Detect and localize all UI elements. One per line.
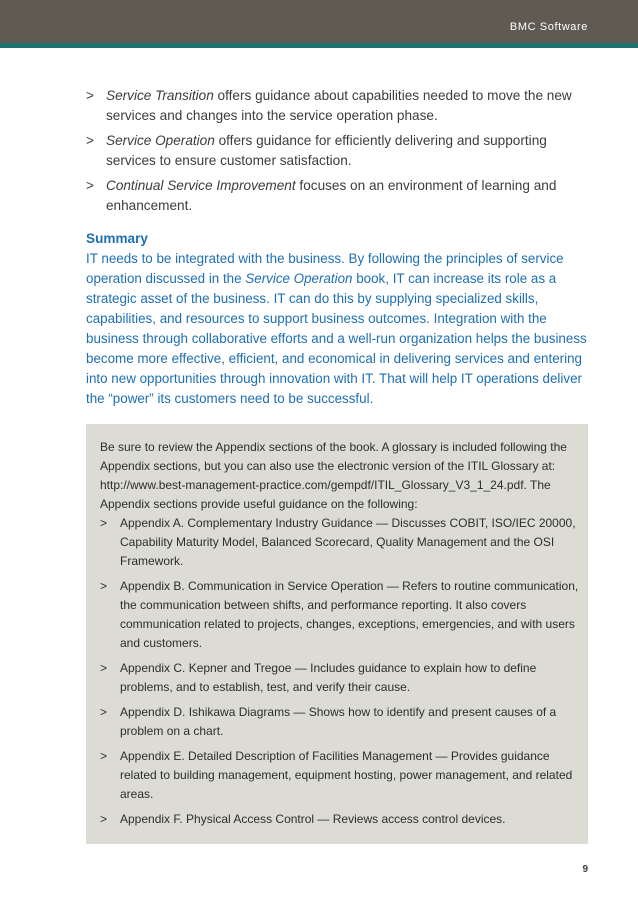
list-item — [100, 810, 580, 829]
appendix-item-text: Appendix C. Kepner and Tregoe — Includes guidance to explain how to define problems, and to establish, test, and verify their cause. — [120, 661, 537, 694]
list-item — [86, 86, 596, 126]
summary-heading: Summary — [86, 231, 148, 246]
appendix-item-text: Appendix F. Physical Access Control — Reviews access control devices. — [120, 812, 506, 826]
bullet-marker: > — [100, 661, 108, 675]
note-intro: Be sure to review the Appendix sections of the book. A glossary is included following the Appendix sections, but you can also use the electronic version of the ITIL Glossary at: http://www.best-management-practice.com/gempdf/ITIL_Glossary_V3_1_24.pdf. The Appendix sections provide useful guidance on the following: — [100, 440, 567, 511]
appendix-item-text: Appendix A. Complementary Industry Guidance — Discusses COBIT, ISO/IEC 20000, Capability Maturity Model, Balanced Scorecard, Quality Management and the OSI Framework. — [120, 516, 576, 568]
appendix-list — [100, 514, 580, 835]
appendix-note-box — [86, 424, 588, 844]
list-item — [86, 131, 596, 171]
list-item — [100, 747, 580, 804]
appendix-item-text: Appendix B. Communication in Service Operation — Refers to routine communication, the communication between shifts, and performance reporting. It also covers communication related to projects, changes, exceptions, emergencies, and with users and customers. — [120, 579, 579, 650]
list-item — [100, 577, 580, 653]
bullet-marker: > — [100, 749, 108, 763]
list-item — [100, 703, 580, 741]
bullet-marker: > — [100, 705, 108, 719]
appendix-item-text: Appendix E. Detailed Description of Facilities Management — Provides guidance related to building management, equipment hosting, power management, and related areas. — [120, 749, 573, 801]
book-term: Service Operation — [106, 133, 215, 148]
header-band — [0, 0, 638, 43]
list-item — [86, 176, 596, 216]
bullet-marker: > — [86, 133, 94, 148]
list-item — [100, 659, 580, 697]
summary-paragraph — [86, 249, 596, 409]
page-number: 9 — [582, 864, 588, 875]
header-accent-stripe — [0, 43, 638, 48]
brand-name: BMC Software — [509, 21, 588, 33]
lifecycle-bullet-list — [86, 86, 596, 221]
bullet-marker: > — [86, 88, 94, 103]
book-term: Continual Service Improvement — [106, 178, 296, 193]
summary-text-before: IT needs to be integrated with the business. By following the principles of service operation discussed in the — [86, 251, 564, 286]
bullet-marker: > — [86, 178, 94, 193]
summary-book-title: Service Operation — [245, 271, 353, 286]
bullet-marker: > — [100, 579, 108, 593]
summary-text-after: book, IT can increase its role as a strategic asset of the business. IT can do this by supplying specialized skills, capabilities, and resources to support business outcomes. Integration with the business through collaborative efforts and a well-run organization helps the business become more effective, efficient, and economical in delivering services and entering into new opportunities through innovation with IT. That will help IT operations deliver the “power” its customers need to be successful. — [86, 271, 587, 406]
bullet-marker: > — [100, 516, 108, 530]
book-term: Service Transition — [106, 88, 214, 103]
bullet-text: offers guidance for efficiently delivering and supporting services to ensure customer satisfaction. — [106, 133, 547, 168]
list-item — [100, 514, 580, 571]
bullet-marker: > — [100, 812, 108, 826]
bullet-text: focuses on an environment of learning and enhancement. — [106, 178, 557, 213]
appendix-item-text: Appendix D. Ishikawa Diagrams — Shows how to identify and present causes of a problem on a chart. — [120, 705, 557, 738]
bullet-text: offers guidance about capabilities needed to move the new services and changes into the service operation phase. — [106, 88, 572, 123]
